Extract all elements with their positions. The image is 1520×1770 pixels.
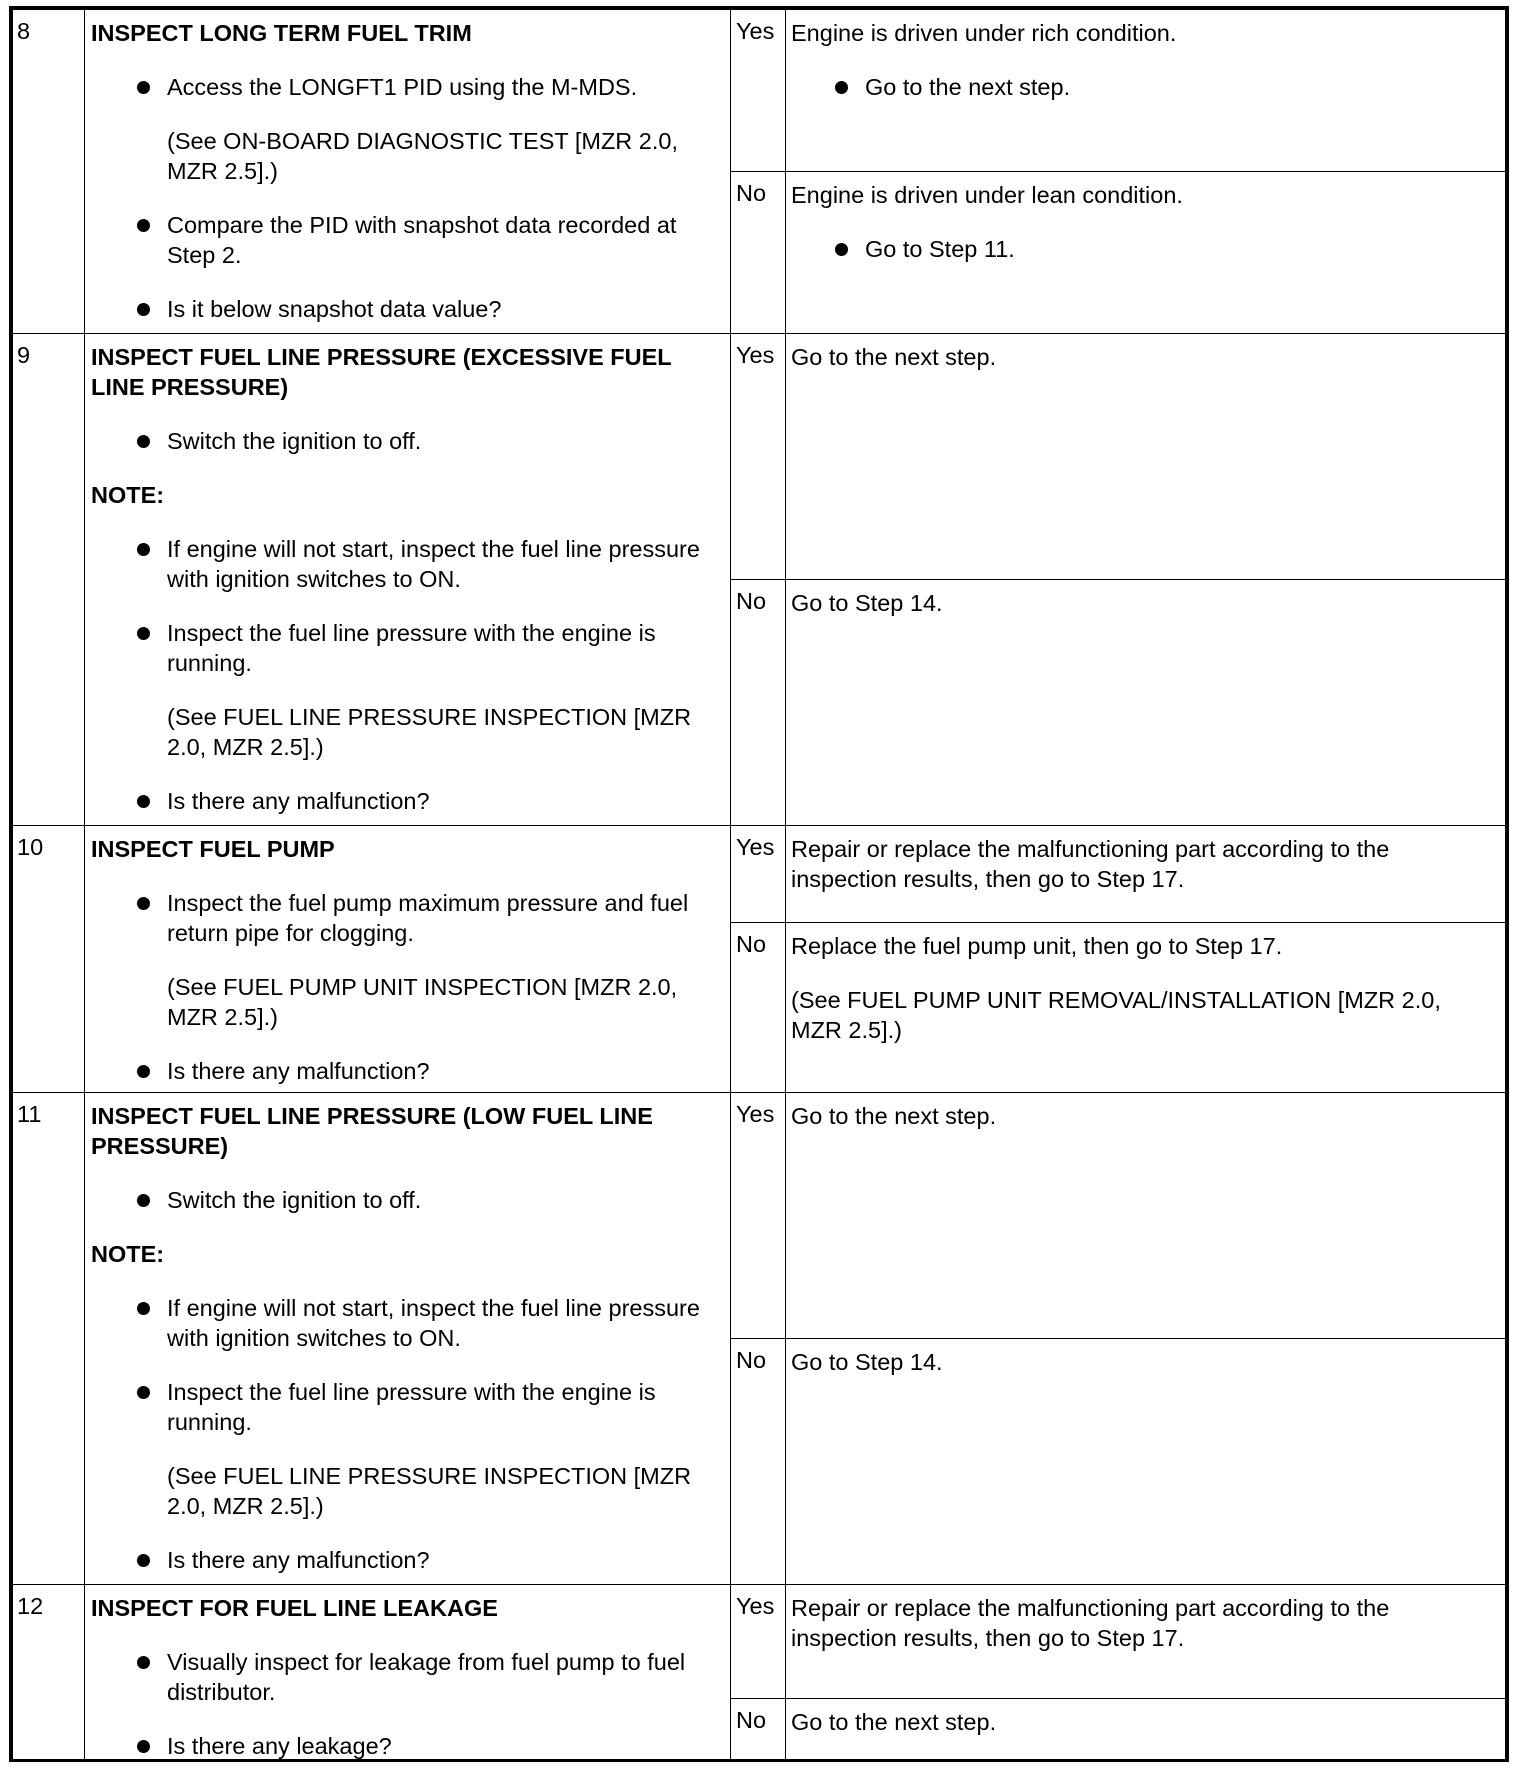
yes-label: Yes (731, 334, 786, 580)
step-10-yes-row (13, 826, 1506, 923)
yes-action (786, 10, 1506, 172)
action-text: Go to the next step. (791, 1709, 997, 1735)
no-action (786, 923, 1506, 1093)
action-text: Go to the next step. (791, 1103, 997, 1129)
step-inspection (85, 1585, 731, 1762)
yes-action (786, 1093, 1506, 1339)
reference-note: (See FUEL LINE PRESSURE INSPECTION [MZR 2.0, MZR 2.5].) (167, 704, 692, 760)
step-number: 8 (13, 10, 85, 334)
step-inspection (85, 10, 731, 334)
action-text: Go to the next step. (791, 344, 997, 370)
no-action (786, 580, 1506, 826)
action-text: Repair or replace the malfunctioning part according to the inspection results, then go to Step 17. (791, 836, 1390, 892)
step-title: INSPECT FOR FUEL LINE LEAKAGE (91, 1595, 498, 1621)
no-action (786, 1699, 1506, 1762)
action-text: Replace the fuel pump unit, then go to Step 17. (791, 933, 1283, 959)
step-9-yes-row (13, 334, 1506, 580)
step-title: INSPECT FUEL LINE PRESSURE (LOW FUEL LINE PRESSURE) (91, 1103, 653, 1159)
yes-label: Yes (731, 10, 786, 172)
reference-note: (See ON-BOARD DIAGNOSTIC TEST [MZR 2.0, MZR 2.5].) (167, 128, 678, 184)
step-title: INSPECT FUEL LINE PRESSURE (EXCESSIVE FUEL LINE PRESSURE) (91, 344, 672, 400)
step-title: INSPECT LONG TERM FUEL TRIM (91, 20, 472, 46)
bullet-item: Is there any malfunction? (91, 786, 716, 816)
no-action (786, 1339, 1506, 1585)
bullet-item: Inspect the fuel line pressure with the engine is running. (91, 1377, 716, 1437)
step-number: 11 (13, 1093, 85, 1585)
bullet-item: Visually inspect for leakage from fuel pump to fuel distributor. (91, 1647, 716, 1707)
bullet-item: Is it below snapshot data value? (91, 294, 716, 324)
bullet-item: If engine will not start, inspect the fuel line pressure with ignition switches to ON. (91, 1293, 716, 1353)
note-label: NOTE: (91, 482, 165, 508)
no-label: No (731, 923, 786, 1093)
bullet-item: Inspect the fuel pump maximum pressure and fuel return pipe for clogging. (91, 888, 716, 948)
no-label: No (731, 1339, 786, 1585)
step-number: 12 (13, 1585, 85, 1762)
no-label: No (731, 1699, 786, 1762)
step-12-yes-row (13, 1585, 1506, 1699)
bullet-item: Switch the ignition to off. (91, 1185, 716, 1215)
reference-note: (See FUEL LINE PRESSURE INSPECTION [MZR 2.0, MZR 2.5].) (167, 1463, 692, 1519)
step-11-yes-row (13, 1093, 1506, 1339)
action-bullet: Go to the next step. (791, 72, 1495, 102)
step-inspection (85, 826, 731, 1093)
bullet-item: Compare the PID with snapshot data recorded at Step 2. (91, 210, 716, 270)
yes-action (786, 826, 1506, 923)
bullet-item: Is there any malfunction? (91, 1545, 716, 1575)
no-label: No (731, 580, 786, 826)
step-title: INSPECT FUEL PUMP (91, 836, 335, 862)
action-text: Go to Step 14. (791, 1349, 943, 1375)
no-action (786, 172, 1506, 334)
bullet-item: Access the LONGFT1 PID using the M-MDS. (91, 72, 716, 102)
step-8-yes-row (13, 10, 1506, 172)
bullet-item: Is there any leakage? (91, 1731, 716, 1761)
bullet-item: Switch the ignition to off. (91, 426, 716, 456)
yes-label: Yes (731, 1585, 786, 1699)
step-inspection (85, 334, 731, 826)
step-number: 10 (13, 826, 85, 1093)
note-label: NOTE: (91, 1241, 165, 1267)
action-bullet: Go to Step 11. (791, 234, 1495, 264)
bullet-item: If engine will not start, inspect the fuel line pressure with ignition switches to ON. (91, 534, 716, 594)
action-text: Repair or replace the malfunctioning part according to the inspection results, then go to Step 17. (791, 1595, 1390, 1651)
diagnostic-procedure-table (9, 6, 1509, 1762)
bullet-item: Is there any malfunction? (91, 1056, 716, 1086)
yes-action (786, 1585, 1506, 1699)
action-text: Engine is driven under rich condition. (791, 20, 1177, 46)
yes-label: Yes (731, 1093, 786, 1339)
step-inspection (85, 1093, 731, 1585)
action-reference: (See FUEL PUMP UNIT REMOVAL/INSTALLATION [MZR 2.0, MZR 2.5].) (791, 987, 1441, 1043)
yes-action (786, 334, 1506, 580)
action-text: Engine is driven under lean condition. (791, 182, 1183, 208)
action-text: Go to Step 14. (791, 590, 943, 616)
yes-label: Yes (731, 826, 786, 923)
step-number: 9 (13, 334, 85, 826)
reference-note: (See FUEL PUMP UNIT INSPECTION [MZR 2.0, MZR 2.5].) (167, 974, 678, 1030)
bullet-item: Inspect the fuel line pressure with the engine is running. (91, 618, 716, 678)
no-label: No (731, 172, 786, 334)
